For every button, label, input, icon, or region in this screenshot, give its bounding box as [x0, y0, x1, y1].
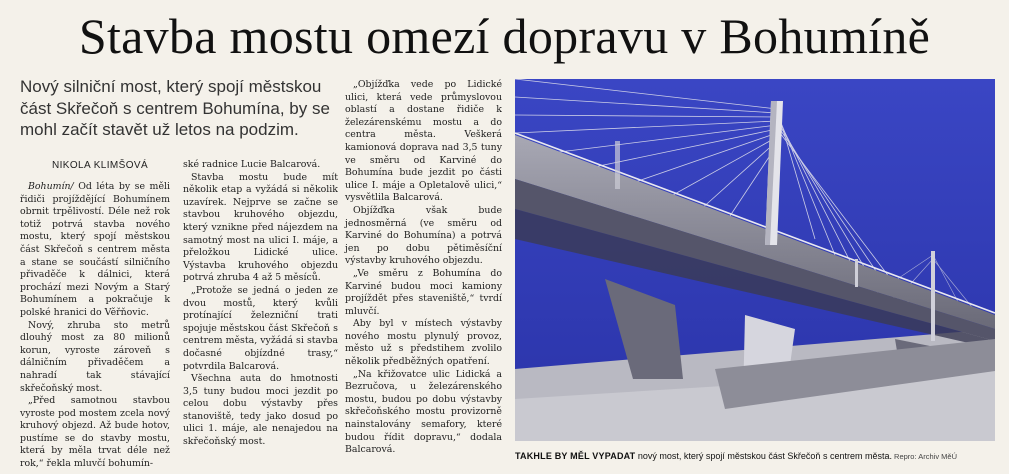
- paragraph: „Před samotnou stavbou vyroste pod mostem zcela nový kruhový objezd. Až bude hotov, pustíme se do stavby mostu, která by měla trvat déle než rok,“ řekla mluvčí bohumín-: [20, 395, 170, 470]
- bridge-photo: [515, 79, 995, 441]
- bridge-rendering-image: [515, 79, 995, 441]
- byline: NIKOLA KLIMŠOVÁ: [52, 160, 149, 171]
- lead-paragraph: Nový silniční most, který spojí městskou část Skřečoň s centrem Bohumína, by se mohl začít stavět už letos na podzim.: [20, 77, 330, 139]
- paragraph: Stavba mostu bude mít několik etap a vyžádá si několik uzavírek. Nejprve se začne se stavbou kruhového objezdu, který vznikne před nájezdem na samotný most na ulici I. máje, a přeložkou Lidické ulice. Výstavba kruhového objezdu potrvá zhruba 4 až 5 měsíců.: [183, 171, 338, 284]
- photo-credit: Repro: Archiv MěÚ: [891, 452, 957, 461]
- caption-lead: TAKHLE BY MĚL VYPADAT: [515, 451, 636, 461]
- paragraph: Aby byl v místech výstavby nového mostu plynulý provoz, město už s předstihem zvolilo několik předběžných opatření.: [345, 318, 502, 368]
- paragraph: „Na křižovatce ulic Lidická a Bezručova, u železárenského mostu, budou po dobu výstavby skřečoňského mostu provizorně nainstalovány semafory, které budou řídit dopravu,“ dodala Balcarová.: [345, 368, 502, 456]
- article-column-2: [183, 159, 338, 449]
- paragraph: [20, 181, 170, 320]
- dateline: Bohumín/: [28, 181, 74, 192]
- paragraph: „Objížďka vede po Lidické ulici, která vede průmyslovou oblastí a dostane řidiče k železárenskému mostu a do centra města. Veškerá kamionová doprava nad 3,5 tuny ve směru od Karviné do Bohumína bude jezdit po části ulice I. máje a Opletalově ulici,“ vysvětlila Balcarová.: [345, 79, 502, 204]
- paragraph: Nový, zhruba sto metrů dlouhý most za 80 milionů korun, vyroste zároveň s dálničním přivaděčem a nahradí tak stávající skřečoňský most.: [20, 319, 170, 394]
- headline: Stavba mostu omezí dopravu v Bohumíně: [78, 8, 931, 64]
- paragraph: Objížďka však bude jednosměrná (ve směru od Karviné do Bohumína) a potrvá jen po dobu pětiměsíční výstavby kruhového objezdu.: [345, 204, 502, 267]
- article-column-1: [20, 181, 170, 471]
- paragraph: ské radnice Lucie Balcarová.: [183, 159, 321, 170]
- paragraph: Všechna auta do hmotnosti 3,5 tuny budou moci jezdit po celou dobu výstavby přes stanoviště, tedy jako dosud po ulici 1. máje, ale nenajedou na skřečoňský most.: [183, 373, 338, 448]
- caption-text: nový most, který spojí městskou část Skřečoň s centrem města.: [635, 451, 892, 461]
- photo-caption: [515, 451, 999, 461]
- paragraph-text: Od léta by se měli řidiči projíždějící Bohumínem obrnit trpělivostí. Déle než rok totiž potrvá stavba nového mostu, který spojí městskou část Skřečoň s centrem města a stane se součástí silničního přivaděče k dálnici, která prochází mezi Novým a Starý Bohumínem a pokračuje k polské hranici do Věřňovic.: [20, 181, 170, 318]
- paragraph: „Protože se jedná o jeden ze dvou mostů, který kvůli protínající železniční trati spojuje městskou část Skřečoň s centrem města, vyžádá si stavba dočasné objízdné trasy,“ potvrdila Balcarová.: [183, 284, 338, 372]
- article-column-3: [345, 79, 502, 457]
- paragraph: „Ve směru z Bohumína do Karviné budou moci kamiony projíždět přes staveniště,“ tvrdí mluvčí.: [345, 267, 502, 317]
